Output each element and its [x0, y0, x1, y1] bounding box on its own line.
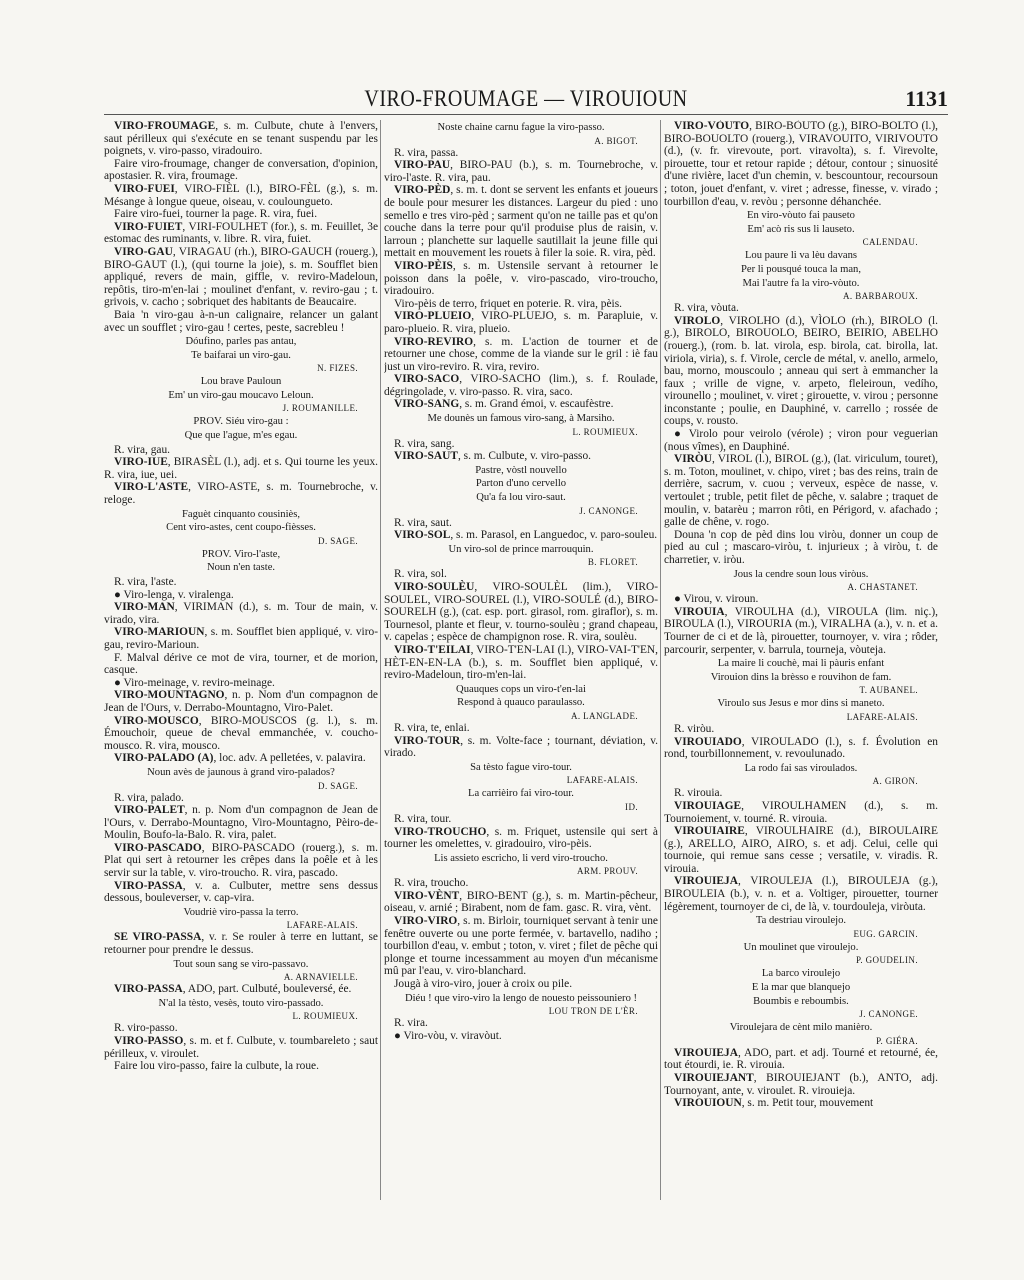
- quotation-line: Ta destriau viroulejo.: [755, 915, 847, 927]
- quotation-line: N'al la tèsto, vesès, touto viro-passado.: [158, 997, 324, 1009]
- quotation-line: La carrièiro fai viro-tour.: [468, 788, 574, 800]
- dictionary-entry: VIRO-FROUMAGE, s. m. Culbute, chute à l'envers, saut périlleux qui s'exécute en se tenant suspendu par les poignets, v. viro-passo, viradouiro.: [104, 120, 378, 158]
- dictionary-entry: ● Virou, v. viroun.: [674, 593, 759, 606]
- page-number: 1131: [905, 86, 948, 111]
- quotation-source: LAFARE-ALAIS.: [566, 775, 638, 786]
- dictionary-entry: R. virouia.: [674, 787, 723, 800]
- dictionary-entry: VIRO-SANG, s. m. Grand émoi, v. escaufèstre.: [394, 398, 614, 411]
- quotation-line: Em' un viro-gau moucavo Leloun.: [168, 389, 314, 401]
- quotation-line: Voudriè viro-passa la terro.: [183, 906, 299, 918]
- quotation-line: Que que l'ague, m'es egau.: [184, 430, 298, 442]
- dictionary-entry: R. vira, te, enlai.: [394, 721, 470, 734]
- dictionary-entry: VIROUIEJA, VIROULEJA (l.), BIROULEJA (g.), BIROULEIA (b.), v. n. et a. Voltiger, pirouetter, tourner légèrement, tournoyer de ci, de là, v. tourdouleja, viròuta.: [664, 875, 938, 913]
- dictionary-entry: VIRO-FUIET, VIRI-FOULHET (for.), s. m. Feuillet, 3e estomac des ruminants, v. libre. R. vira, fuiet.: [104, 220, 378, 246]
- dictionary-entry: R. vira, tour.: [394, 812, 452, 825]
- quotation-line: Me dounès un famous viro-sang, à Marsiho.: [427, 413, 615, 425]
- quotation-line: E la mar que blanquejo: [751, 982, 851, 994]
- dictionary-entry: VIRO-SOULÈU, VIRO-SOULÈL (lim.), VIRO-SOULEL, VIRO-SOUREL (l.), VIRO-SOULÉ (d.), BIRO-SOURELH (g.), (cat. esp. port. girasol, rom. giraflor), s. m. Tournesol, plante et fleur, v. tourno-soulèu ; grand chapeau, v. capelas ; espèce de champignon rose. R. vira, soulèu.: [384, 581, 658, 644]
- dictionary-entry: VIRO-PALADO (A), loc. adv. A pelletées, v. palavira.: [114, 752, 366, 765]
- quotation-source: T. AUBANEL.: [859, 685, 918, 696]
- dictionary-entry: Faire lou viro-passo, faire la culbute, la roue.: [114, 1060, 319, 1073]
- dictionary-entry: VIRO-VIRO, s. m. Birloir, tourniquet servant à tenir une fenêtre ouverte ou une porte fermée, v. bartavello, nadiho ; tourbillon d'eau, v. embut ; toton, v. viret ; filet de pêche qui plonge et tourne incessamment au moyen d'un mécanisme mû par l'eau, v. viro-blanchard.: [384, 915, 658, 978]
- quotation-line: En viro-vòuto fai pauseto: [747, 210, 855, 222]
- quotation-line: Diéu ! que viro-viro la lengo de nouesto peissouniero !: [404, 992, 638, 1004]
- quotation-line: Lou paure li va lèu davans: [744, 250, 858, 262]
- dictionary-entry: VIRO-TOUR, s. m. Volte-face ; tournant, déviation, v. virado.: [384, 734, 658, 760]
- column-2: [384, 120, 658, 1212]
- dictionary-entry: VIRO-MARIOUN, s. m. Soufflet bien appliqué, v. viro-gau, reviro-Marioun.: [104, 626, 378, 651]
- dictionary-entry: VIROUIAGE, VIROULHAMEN (d.), s. m. Tournoiement, v. tourné. R. virouia.: [664, 799, 938, 825]
- dictionary-entry: VIRO-PÈIS, s. m. Ustensile servant à retourner le poisson dans la poêle, v. viro-pascado, viro-troucho, viradouiro.: [384, 259, 658, 298]
- quotation-line: Mai l'autre fa la viro-vòuto.: [742, 277, 860, 289]
- dictionary-entry: VIRO-MAN, VIRIMAN (d.), s. m. Tour de main, v. virado, vira.: [104, 601, 378, 626]
- dictionary-entry: VIROUIEJANT, BIROUIEJANT (b.), ANTO, adj. Tournoyant, ante, v. viroulet. R. virouieja.: [664, 1072, 938, 1097]
- quotation-line: Un moulinet que viroulejo.: [743, 941, 859, 953]
- dictionary-entry: R. viròu.: [674, 722, 715, 735]
- dictionary-entry: VIRO-L'ASTE, VIRO-ASTE, s. m. Tournebroche, v. reloge.: [104, 481, 378, 507]
- quotation-source: A. LANGLADE.: [570, 710, 638, 721]
- quotation-line: PROV. Viro-l'aste,: [201, 548, 281, 560]
- column-divider: [660, 120, 661, 1200]
- quotation-source: P. GIÉRA.: [876, 1035, 918, 1046]
- quotation-line: Te baifarai un viro-gau.: [191, 349, 291, 361]
- dictionary-entry: VIRO-PÈD, s. m. t. dont se servent les enfants et joueurs de boule pour mesurer les distances. Largeur du pied : uno semello e tres viro-pèd ; sarment qu'on ne taille pas et qu'on couche dans la terre pour qu'il produise plus de raisin, v. larroun ; planchette sur laquelle sautillait la jeune fille qui mettait en mouvement les rouets à filer la soie. R. vira, pèd.: [384, 184, 658, 260]
- dictionary-entry: ● Viro-vòu, v. viravòut.: [394, 1029, 502, 1042]
- quotation-line: Faguèt cinquanto cousiniès,: [182, 508, 300, 520]
- quotation-line: Noun avès de jaunous à grand viro-palados?: [147, 766, 335, 778]
- running-title: VIRO-FROUMAGE — VIROUIOUN: [364, 86, 688, 112]
- dictionary-entry: VIRO-TROUCHO, s. m. Friquet, ustensile qui sert à tourner les omelettes, v. giradouiro, viro-pèis.: [384, 825, 658, 851]
- quotation-line: La maire li couchè, mai li pàuris enfant: [717, 658, 885, 670]
- dictionary-entry: VIRO-GAU, VIRAGAU (rh.), BIRO-GAUCH (rouerg.), BIRO-GAUT (l.), (qui tourne la joie), s. m. Soufflet bien appliqué, revers de main, giffle, v. reviro-Madeloun, repôtis, tiro-m'en-lai ; moulinet d'enfant, v. reviro-gau ; t. grivois, v. cacho ; sobriquet des habitants de Beaucaire.: [104, 245, 378, 309]
- dictionary-entry: Faire viro-fuei, tourner la page. R. vira, fuei.: [114, 208, 318, 221]
- dictionary-entry: VIRO-SACO, VIRO-SACHO (lim.), s. f. Roulade, dégringolade, v. viro-passo. R. vira, saco.: [384, 373, 658, 398]
- quotation-source: D. SAGE.: [318, 535, 358, 546]
- quotation-source: J. ROUMANILLE.: [282, 403, 358, 414]
- dictionary-entry: VIROUIADO, VIROULADO (l.), s. f. Évolution en rond, tourbillonnement, v. revoulunado.: [664, 735, 938, 761]
- column-1: [104, 120, 378, 1212]
- dictionary-entry: VIRO-FUEI, VIRO-FIÈL (l.), BIRO-FÈL (g.), s. m. Mésange à longue queue, oiseau, v. couloungueto.: [104, 182, 378, 208]
- dictionary-entry: R. vira.: [394, 1017, 428, 1030]
- quotation-line: Noste chaine carnu fague la viro-passo.: [437, 122, 605, 133]
- dictionary-entry: VIRO-PALET, n. p. Nom d'un compagnon de Jean de l'Ours, v. Derrabo-Mountagno, Viro-Mountagno, Pèiro-de-Moulin, Boufo-la-Balo. R. vira, palet.: [104, 804, 378, 842]
- quotation-source: D. SAGE.: [318, 780, 358, 791]
- dictionary-entry: VIRO-PASSA, v. a. Culbuter, mettre sens dessus dessous, bouleverser, v. cap-vira.: [104, 879, 378, 905]
- quotation-line: PROV. Siéu viro-gau :: [193, 416, 289, 428]
- quotation-source: J. CANONGE.: [859, 1009, 918, 1020]
- column-divider: [380, 120, 381, 1200]
- quotation-source: L. ROUMIEUX.: [292, 1011, 358, 1022]
- quotation-source: A. CHASTANET.: [847, 582, 918, 593]
- dictionary-entry: VIRO-SAUT, s. m. Culbute, v. viro-passo.: [394, 450, 592, 463]
- quotation-line: Sa tèsto fague viro-tour.: [470, 761, 572, 773]
- column-3: [664, 120, 938, 1212]
- quotation-source: J. CANONGE.: [579, 505, 638, 516]
- quotation-source: EUG. GARCIN.: [853, 928, 918, 939]
- dictionary-entry: VIRO-MOUNTAGNO, n. p. Nom d'un compagnon de Jean de l'Ours, v. Derrabo-Mountagno, Viro-Palet.: [104, 689, 378, 714]
- quotation-source: LAFARE-ALAIS.: [846, 711, 918, 722]
- dictionary-entry: Viro-pèis de terro, friquet en poterie. R. vira, pèis.: [394, 297, 623, 310]
- dictionary-entry: VIRO-VÈNT, BIRO-BENT (g.), s. m. Martin-pêcheur, oiseau, v. arnié ; Birabent, nom de fam. gasc. R. vira, vènt.: [384, 889, 658, 915]
- header-rule: [104, 114, 948, 115]
- quotation-source: LOU TRON DE L'ÈR.: [548, 1006, 638, 1017]
- dictionary-entry: R. vira, gau.: [114, 443, 170, 456]
- quotation-line: Cent viro-astes, cent coupo-fièsses.: [166, 522, 316, 534]
- dictionary-entry: VIRO-PASSO, s. m. et f. Culbute, v. toumbareleto ; saut périlleux, v. viroulet.: [104, 1035, 378, 1060]
- quotation-source: A. BARBAROUX.: [843, 291, 918, 302]
- dictionary-entry: Douna 'n cop de pèd dins lou viròu, donner un coup de pied au cul ; mascaro-viròu, t. injurieux ; à viròu, t. de charretier, v. iròu.: [664, 528, 938, 566]
- quotation-source: N. FIZES.: [317, 363, 358, 374]
- dictionary-entry: VIRO-T'EILAI, VIRO-T'EN-LAI (l.), VIRO-VAI-T'EN, HÈT-EN-EN-LA (b.), s. m. Soufflet bien appliqué, v. reviro-Madeloun, tiro-m'en-lai.: [384, 643, 658, 682]
- quotation-line: Tout soun sang se viro-passavo.: [173, 958, 309, 970]
- quotation-line: Em' acò ris sus li lauseto.: [747, 223, 855, 235]
- dictionary-entry: VIRO-PASCADO, BIRO-PASCADO (rouerg.), s. m. Plat qui sert à retourner les crêpes dans la poêle et à les servir sur la table, v. viro-troucho. R. vira, pascado.: [104, 841, 378, 880]
- dictionary-entry: F. Malval dérive ce mot de vira, tourner, et de morion, casque.: [104, 651, 378, 677]
- dictionary-entry: VIRO-VÒUTO, BIRO-BÒUTO (g.), BIRO-BOLTO (l.), BIRO-BOUOLTO (rouerg.), VIRAVOUITO, VIRIVOUTO (d.), (v. fr. virevoute, port. viravolta), s. f. Virevolte, pirouette, tour et retour rapide ; détour, contour ; sinuosité d'une rivière, lacet d'un chemin, v. bescountour, recoursoun ; toton, jouet d'enfant, v. viret ; adresse, finesse, v. virado ; tourbillon d'eau, v. revòu ; personne déhanchée.: [664, 120, 938, 208]
- quotation-source: A. BIGOT.: [594, 135, 638, 146]
- quotation-source: CALENDAU.: [862, 237, 918, 248]
- quotation-line: Un viro-sol de prince marrouquin.: [448, 543, 594, 555]
- dictionary-entry: VIRO-PASSA, ADO, part. Culbuté, bouleversé, ée.: [114, 983, 352, 996]
- dictionary-entry: VIROUIOUN, s. m. Petit tour, mouvement: [674, 1097, 874, 1110]
- quotation-line: Noun n'en taste.: [206, 562, 276, 574]
- dictionary-entry: R. vira, vòuta.: [674, 302, 739, 315]
- dictionary-entry: VIRÒU, VIROL (l.), BIROL (g.), (lat. viriculum, touret), s. m. Toton, moulinet, v. chipo, viret ; bas des reins, train de derrière, sacrum, v. cuou ; verveux, espèce de nasse, v. vertoulet ; truble, petit filet de pêche, v. salabre ; traquet de moulin, v. batarèu ; marron rôti, en Périgord, v. afachado ; galle de chêne, v. rogo.: [664, 453, 938, 529]
- dictionary-entry: VIRO-REVIRO, s. m. L'action de tourner et de retourner une chose, comme de la viande sur le gril : iè fau just un viro-reviro. R. vira, reviro.: [384, 335, 658, 373]
- dictionary-entry: VIRO-MOUSCO, BIRO-MOUSCOS (g. l.), s. m. Émouchoir, queue de cheval emmanchée, v. coucho-mousco. R. vira, mousco.: [104, 714, 378, 752]
- quotation-source: ARM. PROUV.: [576, 866, 638, 877]
- quotation-line: Pastre, vòstl nouvello: [475, 464, 567, 476]
- dictionary-entry: Baia 'n viro-gau à-n-un calignaire, relancer un galant avec un soufflet ; viro-gau ! certes, peste, sacrebleu !: [104, 308, 378, 334]
- dictionary-entry: ● Virolo pour veirolo (vérole) ; viron pour veguerian (nous vîmes), en Dauphiné.: [664, 428, 938, 453]
- dictionary-entry: R. vira, sol.: [394, 568, 447, 581]
- quotation-line: Per li pousqué touca la man,: [740, 263, 862, 275]
- dictionary-entry: VIROUIAIRE, VIROULHAIRE (d.), BIROULAIRE (g.), ARELLO, AIRO, AIRO, s. et adj. Celui, celle qui tournoie, qui remue sans cesse ; versatile, v. viradis. R. virouia.: [664, 825, 938, 875]
- dictionary-entry: R. vira, sang.: [394, 437, 455, 450]
- quotation-line: Lou brave Pauloun: [200, 376, 282, 388]
- dictionary-entry: R. vira, palado.: [114, 791, 184, 804]
- dictionary-entry: ● Viro-lenga, v. viralenga.: [114, 588, 234, 601]
- quotation-source: A. GIRON.: [872, 776, 918, 787]
- dictionary-entry: VIRO-IUE, BIRASÈL (l.), adj. et s. Qui tourne les yeux. R. vira, iue, uei.: [104, 456, 378, 481]
- quotation-line: Respond à quauco paraulasso.: [457, 697, 585, 709]
- quotation-line: Jous la cendre soun lous viròus.: [733, 568, 869, 580]
- quotation-source: LAFARE-ALAIS.: [286, 920, 358, 931]
- quotation-line: Viroulejara de cènt milo manièro.: [729, 1022, 873, 1034]
- dictionary-entry: Jougà à viro-viro, jouer à croix ou pile.: [394, 978, 573, 991]
- quotation-line: Quauques cops un viro-t'en-lai: [456, 683, 586, 695]
- dictionary-entry: ● Viro-meinage, v. reviro-meinage.: [114, 676, 275, 689]
- dictionary-entry: R. vira, saut.: [394, 516, 452, 529]
- dictionary-entry: VIROUIA, VIROULHA (d.), VIROULA (lim. niç.), BIROULA (l.), VIROURIA (m.), VIRALHA (a.), v. n. et a. Tourner de ci et de là, pirouetter, tournoyer, v. vira ; rôder, parcourir, serpenter, v. barrula, tournejа, vòuteja.: [664, 605, 938, 656]
- dictionary-entry: VIRO-PAU, BIRO-PAU (b.), s. m. Tournebroche, v. viro-l'aste. R. vira, pau.: [384, 159, 658, 184]
- dictionary-entry: R. vira, passa.: [394, 146, 459, 159]
- quotation-line: Parton d'uno cervello: [475, 478, 567, 490]
- quotation-source: B. FLORET.: [587, 557, 638, 568]
- dictionary-entry: R. vira, l'aste.: [114, 576, 177, 588]
- quotation-source: P. GOUDELIN.: [855, 955, 918, 966]
- quotation-line: La barco viroulejo: [761, 968, 841, 980]
- dictionary-entry: VIRO-PLUEIO, VIRO-PLUEJO, s. m. Parapluie, v. paro-plueio. R. vira, plueio.: [384, 310, 658, 335]
- page-header: [104, 88, 948, 116]
- quotation-line: Viroulo sus Jesus e mor dins si maneto.: [717, 698, 885, 710]
- quotation-line: Boumbis e reboumbis.: [753, 995, 849, 1007]
- dictionary-entry: VIROUIEJA, ADO, part. et adj. Tourné et retourné, ée, tout étourdi, ie. R. virouia.: [664, 1046, 938, 1072]
- dictionary-entry: VIROLO, VIROLHO (d.), VÌOLO (rh.), BIROLO (l. g.), BIROLO, BIROUOLO, BEIRO, BEIRIO, ABELHO (rouerg.), (rom. b. lat. virola, esp. birola, cat. birolla, lat. viriola, viria), s. f. Virole, cercle de métal, v. anello, armelo, bau, morno, mouscoulo ; anneau qui sert à emmancher la faux ; vrille de vigne, v. arpeto, fleleiroun, vedího, virounello ; moulinet, v. viret ; girouette, v. virou ; personne inconstante ; poulie, en Dauphiné, v. carrello ; rossée de coups, v. rousto.: [664, 314, 938, 428]
- quotation-source: A. ARNAVIELLE.: [283, 972, 358, 983]
- dictionary-entry: SE VIRO-PASSA, v. r. Se rouler à terre en luttant, se retourner pour prendre le dessus.: [104, 931, 378, 957]
- quotation-line: Virouion dins la brèsso e rouvihon de fam.: [710, 671, 892, 683]
- quotation-source: ID.: [625, 801, 638, 812]
- dictionary-entry: VIRO-SOL, s. m. Parasol, en Languedoc, v. paro-souleu.: [394, 529, 658, 542]
- dictionary-entry: R. viro-passo.: [114, 1022, 178, 1035]
- quotation-source: L. ROUMIEUX.: [572, 426, 638, 437]
- quotation-line: Lis assieto escricho, li verd viro-troucho.: [434, 852, 608, 864]
- dictionary-entry: R. vira, troucho.: [394, 877, 469, 890]
- quotation-line: La rodo fai sas viroulados.: [744, 762, 858, 774]
- quotation-line: Qu'a fa lou viro-saut.: [476, 492, 566, 504]
- quotation-line: Dóufino, parles pas antau,: [185, 336, 297, 348]
- dictionary-entry: Faire viro-froumage, changer de conversation, d'opinion, apostasier. R. vira, froumage.: [104, 157, 378, 183]
